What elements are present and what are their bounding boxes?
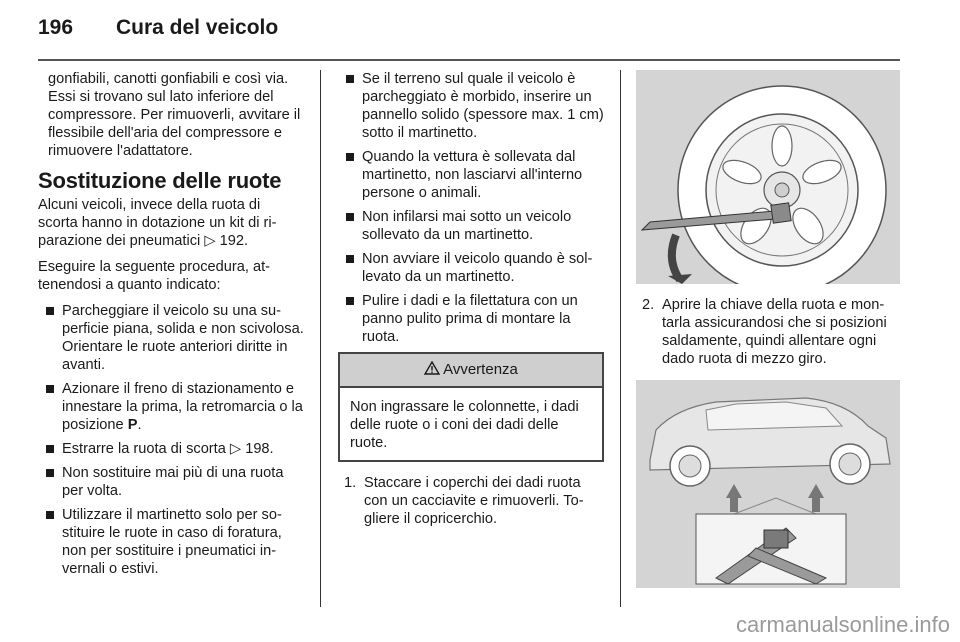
list-item (38, 380, 304, 434)
list-item (38, 464, 304, 500)
list-item (338, 292, 604, 346)
step-item (338, 474, 604, 528)
intro-paragraph: gonfiabili, canotti gonfiabili e così via. Essi si trovano sul lato inferiore del compressore. Per rimuoverli, avvitare il flessibile dell'aria del compressore e rimuovere l'adattatore. (48, 71, 301, 159)
jack-illustration (636, 380, 900, 588)
bullet-icon (346, 75, 354, 83)
bullet-icon (46, 445, 54, 453)
bullet-icon (346, 255, 354, 263)
steps-list (338, 474, 604, 528)
page-title: Cura del veicolo (116, 16, 279, 39)
warning-text: Non ingrassare le colonnette, i dadi delle ruote o i coni dei dadi delle ruote. (350, 399, 579, 451)
list-item (338, 148, 604, 202)
section-heading: Sostituzione delle ruote (38, 168, 282, 193)
wheel-illustration (636, 70, 900, 284)
warning-header (340, 354, 602, 388)
car-jack-illustration (636, 380, 900, 588)
warning-triangle-icon (424, 361, 440, 380)
warning-title: Avvertenza (443, 361, 518, 378)
bullet-icon (46, 307, 54, 315)
header-rule (38, 59, 900, 61)
bullet-icon (346, 213, 354, 221)
bullet-icon (346, 297, 354, 305)
list-item (338, 250, 604, 286)
list-item (38, 506, 304, 578)
bullet-icon (46, 511, 54, 519)
bullet-icon (46, 469, 54, 477)
page-ref-arrow-icon: ▷ (204, 233, 216, 249)
column-divider (620, 70, 621, 607)
list-item (338, 70, 604, 142)
paragraph-procedure: Eseguire la seguente procedura, attenendosi a quanto indicato: (38, 259, 271, 293)
list-item-text: Azionare il freno di stazionamento e innestare la prima, la retromarcia o la posizione (62, 381, 303, 433)
bullet-icon (46, 385, 54, 393)
column-left (38, 70, 304, 584)
step-text: Staccare i coperchi dei dadi ruota con un cacciavite e rimuoverli. Togliere il copricerchio. (364, 475, 584, 527)
list-item-text: Non infilarsi mai sotto un veicolo sollevato da un martinetto. (362, 209, 572, 243)
list-item-text: Non sostituire mai più di una ruota per volta. (62, 465, 284, 499)
list-item-text: Parcheggiare il veicolo su una superficie piana, solida e non scivolosa. Orientare le ruote anteriori diritte in avanti. (62, 303, 304, 373)
column-middle (338, 70, 604, 528)
watermark: carmanualsonline.info (735, 612, 950, 637)
step-item (636, 296, 900, 368)
page-ref-arrow-icon: ▷ (229, 441, 242, 457)
step-number: 2. (642, 297, 655, 313)
list-item-text: Estrarre la ruota di scorta (62, 441, 230, 457)
paragraph-kit (38, 196, 304, 250)
list-item-text: Pulire i dadi e la filettatura con un panno pulito prima di montare la ruota. (362, 293, 578, 345)
paragraph-kit-text: Alcuni veicoli, invece della ruota di scorta hanno in dotazione un kit di riparazione dei pneumatici (38, 197, 277, 249)
list-item-text: Utilizzare il martinetto solo per sostituire le ruote in caso di foratura, non per sostituire i pneumatici invernali o estivi. (62, 507, 282, 577)
page-ref: 192. (219, 233, 249, 249)
list-item-text: Se il terreno sul quale il veicolo è parcheggiato è morbido, inserire un pannello solido (spessore max. 1 cm) sotto il martinetto. (362, 71, 604, 141)
gear-position: P (127, 417, 138, 433)
list-item (38, 440, 304, 458)
list-item-suffix: . (137, 417, 142, 433)
step-text: Aprire la chiave della ruota e montarla assicurandosi che si posizioni saldamente, quindi allentare ogni dado ruota di mezzo giro. (662, 297, 887, 367)
bullet-icon (346, 153, 354, 161)
step-number: 1. (344, 475, 357, 491)
bullet-list-left (38, 302, 304, 578)
steps-list (636, 296, 900, 368)
wheel-wrench-illustration (636, 70, 900, 284)
page-ref: 198. (245, 441, 274, 457)
page-number: 196 (38, 16, 74, 39)
page-header (38, 10, 902, 50)
bullet-list-middle (338, 70, 604, 346)
list-item-text: Quando la vettura è sollevata dal martinetto, non lasciarvi all'interno persone o animali. (362, 149, 583, 201)
column-right (636, 70, 900, 588)
warning-box (338, 352, 604, 462)
list-item (338, 208, 604, 244)
column-divider (320, 70, 321, 607)
list-item (38, 302, 304, 374)
list-item-text: Non avviare il veicolo quando è sollevato da un martinetto. (362, 251, 593, 285)
